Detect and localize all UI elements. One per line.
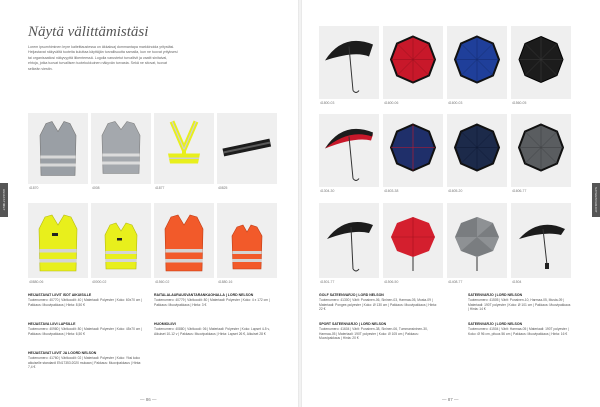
product-reflective-band[interactable]: 40825 (217, 113, 277, 191)
umbrella-icon (383, 203, 443, 278)
product-yellow-vest-adult[interactable]: 40880-06 (28, 203, 88, 285)
yellow-vest-icon (28, 203, 88, 278)
product-image (217, 203, 277, 278)
gray-vest-icon (91, 113, 151, 184)
product-description: HEIJASTAVAT LIIVIT ISOT AIKUISILLE Tuotenumero: 40770 | Värikoodit: 40 | Materiaali: Polyester | Koko: 60x70 cm | Pakkaus: Muovipakkaus | Hinta: 8,50 € (28, 293, 142, 307)
section-tab-umbrellas[interactable]: SATEENVARJOT (592, 183, 600, 217)
product-umbrella-black-red[interactable]: 41304-30 (319, 114, 379, 194)
umbrella-icon (319, 114, 379, 187)
product-image (319, 26, 379, 99)
product-description: HEIJASTAVAT LIIVIT JA LOORD NELSON Tuotenumero: 41760 | Värikoodit: 02 | Materiaali: Polyester | Koko: Yksi koko aikuiselle standardi EN17353:2020 mukaan | Pakkaus: Muovipakkaus | Hinta: 7,4 € (28, 351, 142, 370)
product-image (511, 203, 571, 278)
product-image (447, 203, 507, 278)
umbrella-top-icon (383, 114, 443, 187)
umbrella-icon (447, 203, 507, 278)
product-umbrella-black-top[interactable]: 41560-05 (511, 26, 571, 106)
product-image (383, 26, 443, 99)
orange-vest-icon (217, 203, 277, 278)
umbrella-top-icon (511, 26, 571, 99)
product-orange-vest-adult[interactable]: 41560-02 (154, 203, 214, 285)
orange-vest-icon (154, 203, 214, 278)
left-page (0, 0, 298, 407)
product-umbrella-black-side[interactable]: 41501-77 (319, 203, 379, 285)
umbrella-top-icon (447, 114, 507, 187)
product-image (319, 114, 379, 187)
product-umbrella-gray-open[interactable]: 41408-77 (447, 203, 507, 285)
right-page (302, 0, 600, 407)
product-image (91, 203, 151, 278)
product-umbrella-red-top[interactable]: 41600-06 (383, 26, 443, 106)
umbrella-icon (319, 26, 379, 99)
page-number: — 86 — (140, 397, 157, 402)
reflective-harness-icon (154, 113, 214, 184)
product-description: SATEENVARJO | LORD NELSON Tuotenumero: 41504 | Värit: Harmaa-05 | Materiaali: 190T polyester | Koko: Ø 96 cm, pituus 56 cm | Pakkaus: Muovipakkaus | Hinta: 16 € (468, 322, 569, 336)
product-umbrella-compact[interactable]: 41504 (511, 203, 571, 285)
product-gray-vest-adult[interactable]: 41870 (28, 113, 88, 191)
product-gray-vest-child[interactable]: 4008 (91, 113, 151, 191)
product-yellow-vest-child[interactable]: 40000-02 (91, 203, 151, 285)
product-orange-vest-child[interactable]: 41880-16 (217, 203, 277, 285)
product-image (91, 113, 151, 184)
product-image (217, 113, 277, 184)
umbrella-top-icon (447, 26, 507, 99)
product-image (383, 203, 443, 278)
product-description: RAITALALAURAUSVANTARANKAOHALLA | LORD NELSON Tuotenumero: 40779 | Värikoodit: 80 | Materiaali: Polyester | Koko: 4 x 172 cm | Pakkaus: Muovipakkaus | Hinta: 3 € (154, 293, 270, 307)
product-description: HUOMIOLIIVI Tuotenumero: 40880 | Värikoodi: 06 | Materiaali: Polyester | Koko: Lapset 4-5 v, Aikuiset 10-12 v | Pakkaus: Muovipakkaus | Hinta: Lapset 26 €, Aikuiset 28 € (154, 322, 270, 336)
umbrella-top-icon (383, 26, 443, 99)
gray-vest-icon (28, 113, 88, 184)
umbrella-icon (319, 203, 379, 278)
product-image (383, 114, 443, 187)
product-yellow-harness[interactable]: 41877 (154, 113, 214, 191)
product-image (447, 114, 507, 187)
product-description: HEIJASTAVA LIIVI LAPSILLE Tuotenumero: 40980 | Värikoodit: 80 | Materiaali: Polyester | Koko: 45x70 cm | Pakkaus: Muovipakkaus | Hinta: 6,50 € (28, 322, 142, 336)
page-title: Näytä välittämistäsi (28, 24, 149, 40)
product-umbrella-navy-top[interactable]: 41603-38 (383, 114, 443, 194)
umbrella-icon (511, 203, 571, 278)
product-description: SPORT SATEENVARJO | LORD NELSON Tuotenumero: 41604 | Värit: Punainen-38, Sininen-06, Tummansininen-30, Harmaa-05 | Materiaali: 190T polyester | Koko: Ø 105 cm | Pakkaus: Muovipakkaus | Hinta: 20 € (319, 322, 428, 341)
yellow-vest-icon (91, 203, 151, 278)
product-image (28, 203, 88, 278)
section-tab-reflectors[interactable]: HEIJASTIMET (0, 183, 8, 217)
product-image (511, 26, 571, 99)
product-image (154, 203, 214, 278)
product-image (511, 114, 571, 187)
page-number: — 87 — (442, 397, 459, 402)
product-umbrella-darkblue-top[interactable]: 41605-20 (447, 114, 507, 194)
product-umbrella-red-open[interactable]: 41506-50 (383, 203, 443, 285)
product-description: SATEENVARJO | LORD NELSON Tuotenumero: 41505 | Värit: Punainen-10, Harmaa-05, Musta-09 | Materiaali: 190T polyester | Koko: Ø 101 cm | Pakkaus: Muovipakkaus | Hinta: 14 € (468, 293, 571, 312)
product-umbrella-black-open[interactable]: 41800-03 (319, 26, 379, 106)
reflective-band-icon (217, 113, 277, 184)
product-umbrella-blue-top[interactable]: 41600-03 (447, 26, 507, 106)
product-image (154, 113, 214, 184)
product-image (447, 26, 507, 99)
product-description: GOLF SATEENVARJO | LORD NELSON Tuotenumero: 41300 | Värit: Punainen-06, Sininen-03, Harmaa-05, Musta-09 | Materiaali: Pongee-polyester | Koko: Ø 130 cm | Pakkaus: Muovipakkaus | Hinta: 22 € (319, 293, 437, 312)
product-image (28, 113, 88, 184)
intro-text: Lorem ipsumhiminen leyre kaiteittaustessa on äkkaksaj dommantapa markkinoida yritystäsi. Heijastavat näkyvältä tuoteita kuluttaa käyttäjän turvallisuutta samalla, kun ne tuovat yrityksesi tai organisaatiosi näkyvyyttä liikenteessä. Logolla varustetut turvaliivit ja vaatit sinitaival, ehtoja, jotka tuovat turvallisen tuotekukkuinen näkyvän turvasta. Sekä ne sitovat, tuovat selkeän viestin. (28, 45, 178, 71)
product-image (319, 203, 379, 278)
umbrella-top-icon (511, 114, 571, 187)
product-umbrella-gray-top[interactable]: 41606-77 (511, 114, 571, 194)
